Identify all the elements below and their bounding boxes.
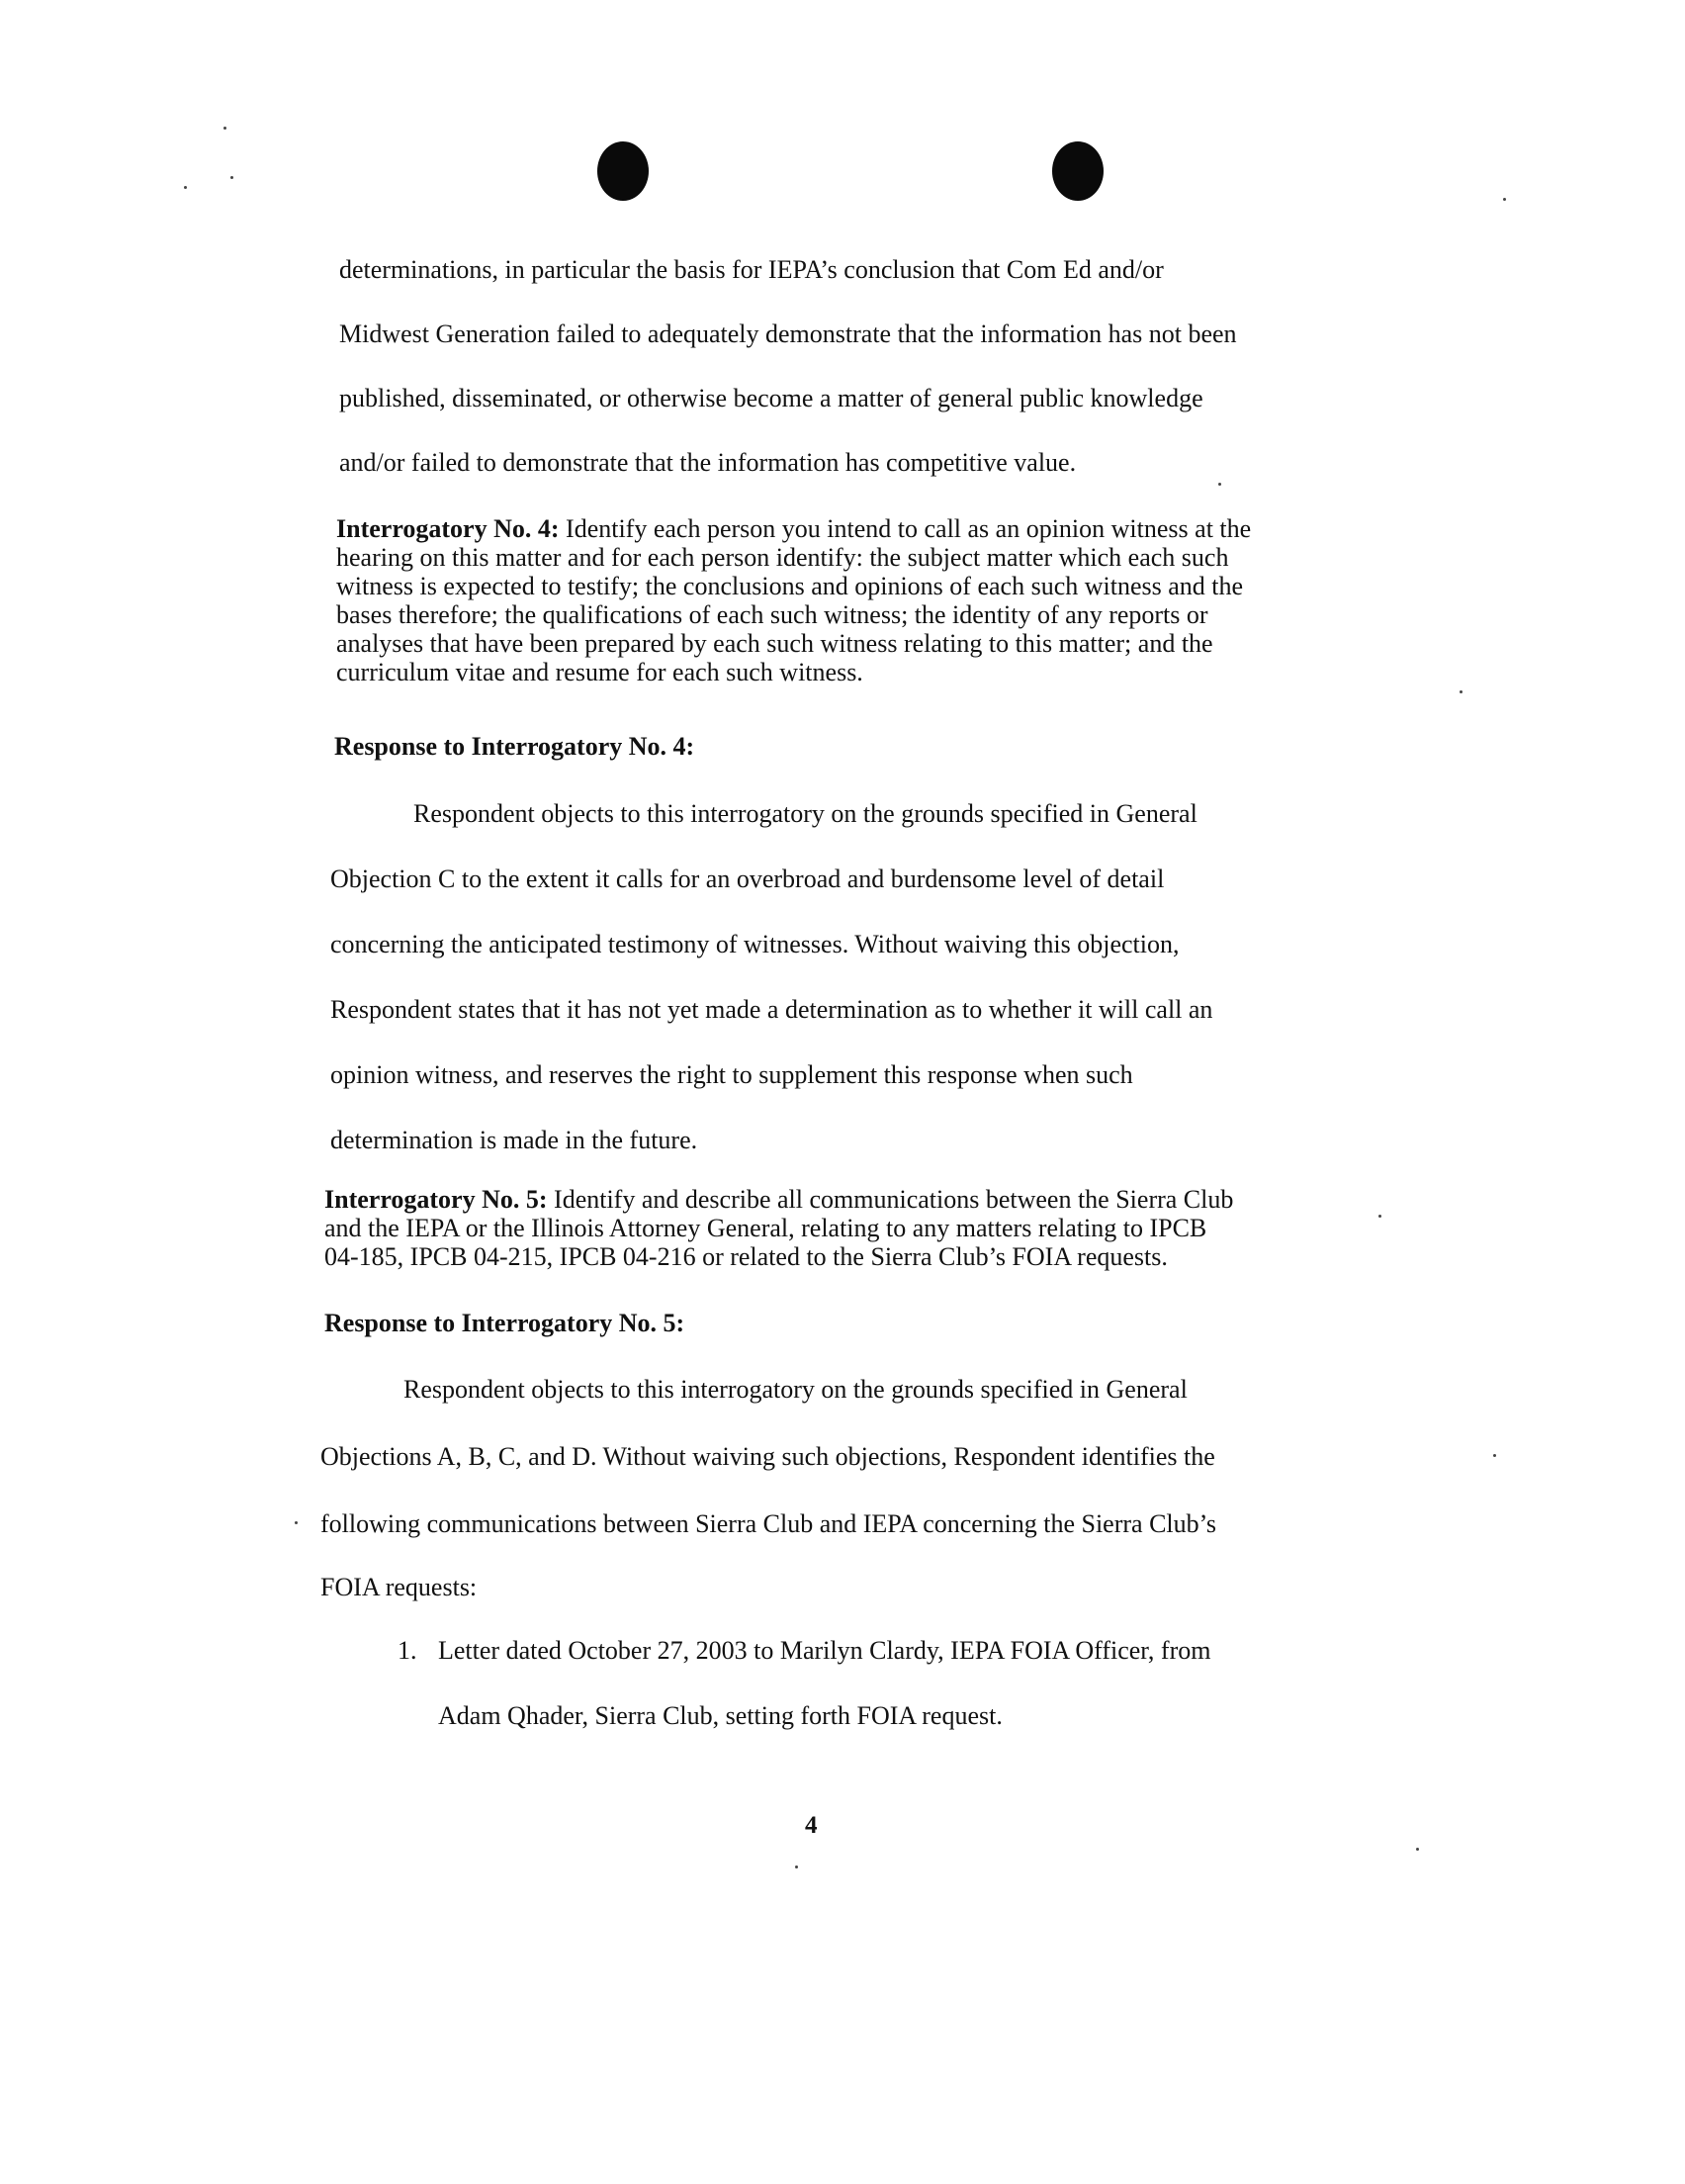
scan-speck	[184, 186, 187, 189]
interrogatory-4-label: Interrogatory No. 4:	[336, 514, 560, 543]
text-line: Adam Qhader, Sierra Club, setting forth FOIA request.	[438, 1701, 1003, 1730]
text-line: opinion witness, and reserves the right to supplement this response when such	[330, 1060, 1133, 1089]
text-line: Identify each person you intend to call as an opinion witness at the	[559, 514, 1252, 543]
text-line: curriculum vitae and resume for each such witness.	[336, 658, 863, 686]
text-line: witness is expected to testify; the conclusions and opinions of each such witness and the	[336, 572, 1244, 600]
scan-speck	[1503, 198, 1506, 201]
list-item-number: 1.	[398, 1636, 417, 1665]
interrogatory-5-label: Interrogatory No. 5:	[324, 1185, 548, 1214]
text-line: Identify and describe all communications between the Sierra Club	[547, 1185, 1234, 1214]
text-line: and the IEPA or the Illinois Attorney General, relating to any matters relating to IPCB	[324, 1214, 1207, 1242]
text-line: Respondent objects to this interrogatory on the grounds specified in General	[413, 799, 1197, 828]
text-line: and/or failed to demonstrate that the information has competitive value.	[339, 448, 1077, 477]
text-line: Respondent objects to this interrogatory on the grounds specified in General	[403, 1375, 1188, 1404]
punch-hole-left	[597, 141, 649, 201]
page-number: 4	[805, 1812, 818, 1839]
text-line: concerning the anticipated testimony of witnesses. Without waiving this objection,	[330, 930, 1180, 958]
text-line: Objections A, B, C, and D. Without waiving such objections, Respondent identifies the	[320, 1442, 1215, 1471]
text-line: hearing on this matter and for each person identify: the subject matter which each such	[336, 543, 1229, 572]
punch-hole-right	[1052, 141, 1104, 201]
text-line: Objection C to the extent it calls for an overbroad and burdensome level of detail	[330, 864, 1165, 893]
text-line: published, disseminated, or otherwise become a matter of general public knowledge	[339, 384, 1203, 412]
scan-speck	[795, 1866, 798, 1868]
response-5-heading: Response to Interrogatory No. 5:	[324, 1309, 685, 1337]
text-line: following communications between Sierra Club and IEPA concerning the Sierra Club’s	[320, 1509, 1216, 1538]
text-line: Midwest Generation failed to adequately demonstrate that the information has not been	[339, 319, 1237, 348]
response-4-heading: Response to Interrogatory No. 4:	[334, 732, 695, 761]
scan-speck	[1218, 483, 1221, 486]
scan-speck	[223, 127, 226, 130]
text-line: determination is made in the future.	[330, 1126, 698, 1154]
text-line: Respondent states that it has not yet made a determination as to whether it will call an	[330, 995, 1213, 1024]
text-line: analyses that have been prepared by each such witness relating to this matter; and the	[336, 629, 1213, 658]
scan-speck	[1460, 690, 1463, 693]
scan-speck	[1378, 1215, 1381, 1218]
text-line: bases therefore; the qualifications of each such witness; the identity of any reports or	[336, 600, 1208, 629]
scan-speck	[295, 1521, 298, 1524]
text-line: FOIA requests:	[320, 1573, 478, 1601]
text-line: determinations, in particular the basis for IEPA’s conclusion that Com Ed and/or	[339, 255, 1164, 284]
text-line: 04-185, IPCB 04-215, IPCB 04-216 or related to the Sierra Club’s FOIA requests.	[324, 1242, 1168, 1271]
scan-speck	[230, 176, 233, 179]
scan-speck	[1493, 1454, 1496, 1457]
scan-speck	[1416, 1848, 1419, 1851]
text-line: Letter dated October 27, 2003 to Marilyn Clardy, IEPA FOIA Officer, from	[438, 1636, 1211, 1665]
